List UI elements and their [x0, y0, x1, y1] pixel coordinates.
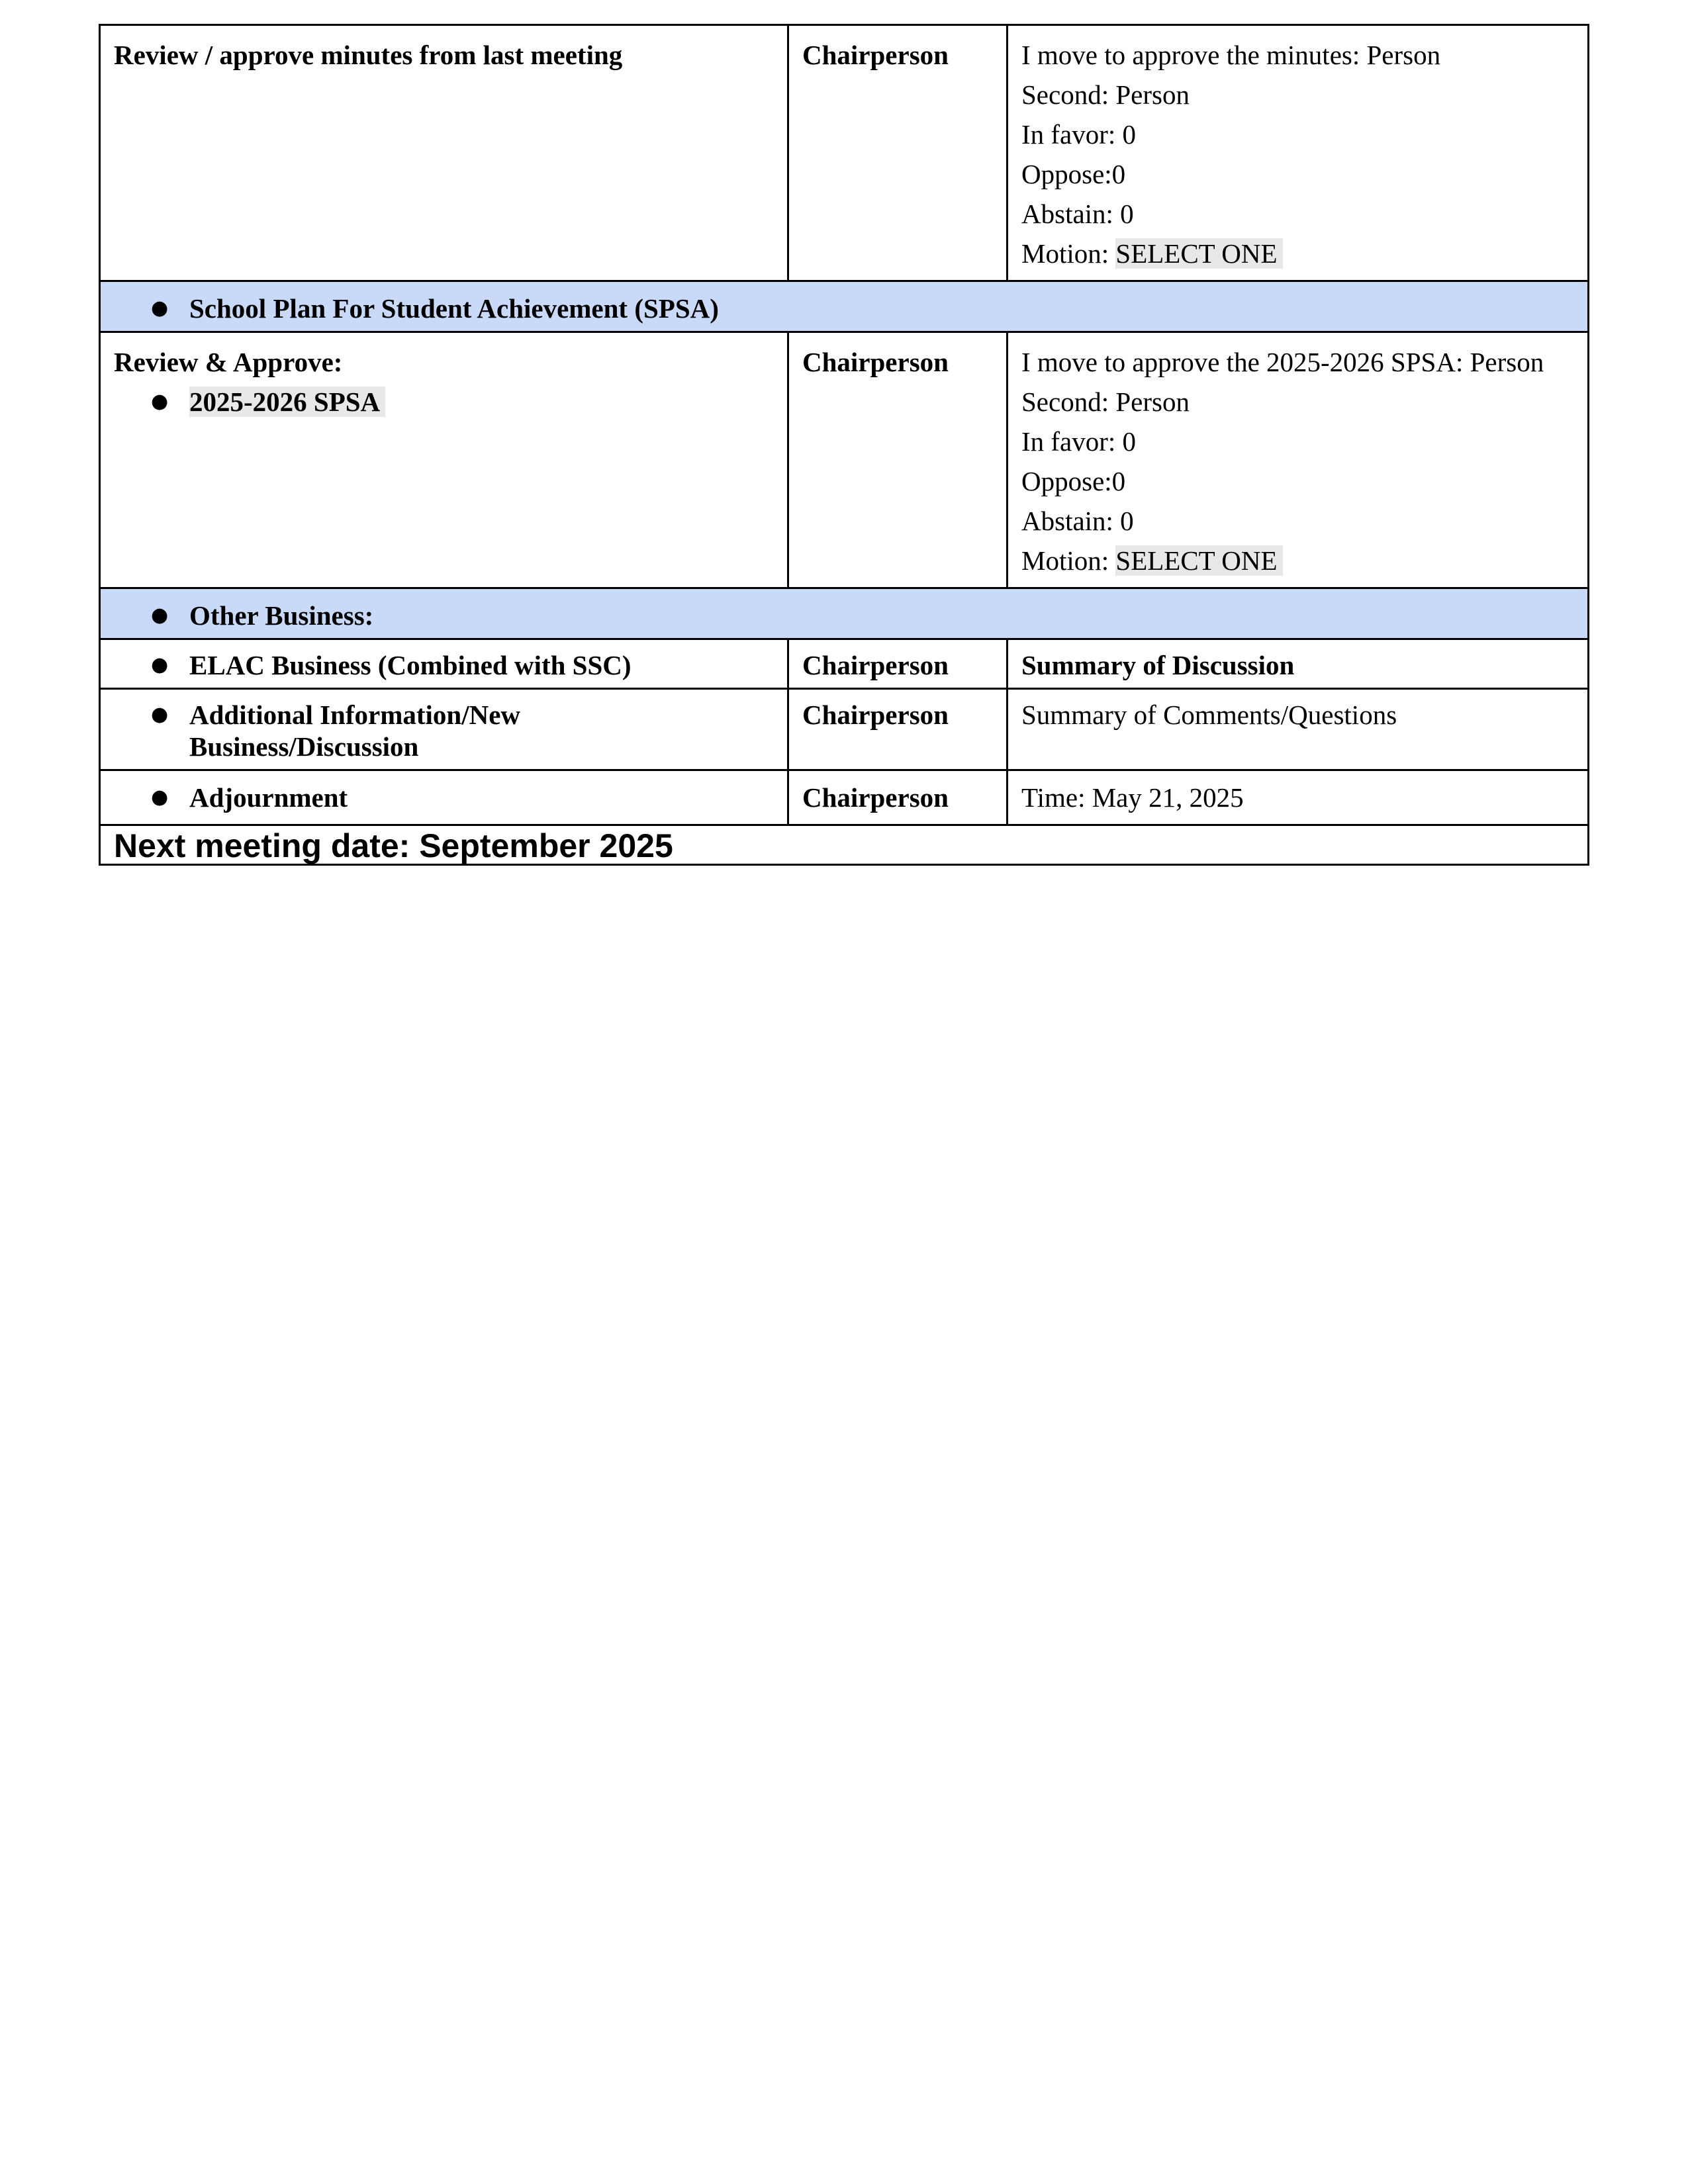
motion-second[interactable]: Second: Person	[1021, 387, 1190, 417]
notes-cell	[1008, 25, 1589, 281]
section-row-other-business	[100, 588, 1589, 639]
motion-statement[interactable]: I move to approve the 2025-2026 SPSA: Person	[1021, 347, 1544, 377]
vote-in-favor[interactable]: In favor: 0	[1021, 426, 1137, 457]
agenda-row-adjournment	[100, 770, 1589, 825]
presenter-name: Chairperson	[802, 782, 949, 813]
presenter-name: Chairperson	[802, 650, 949, 680]
presenter-cell	[788, 25, 1008, 281]
bullet-icon: ●	[151, 604, 169, 627]
section-heading	[114, 289, 1574, 328]
vote-abstain[interactable]: Abstain: 0	[1021, 199, 1134, 229]
presenter-cell	[788, 639, 1008, 689]
agenda-sub-item	[114, 382, 774, 422]
agenda-item-cell	[100, 639, 788, 689]
agenda-item-title	[189, 695, 774, 762]
section-row-spsa	[100, 281, 1589, 332]
notes-cell	[1008, 770, 1589, 825]
agenda-item-title: Review & Approve:	[114, 347, 343, 377]
section-cell	[100, 281, 1589, 332]
vote-abstain[interactable]: Abstain: 0	[1021, 506, 1134, 536]
section-title: Other Business:	[189, 600, 374, 631]
bullet-icon: ●	[151, 786, 169, 809]
motion-result-line	[1021, 234, 1574, 273]
agenda-item-cell	[100, 25, 788, 281]
spsa-document-link[interactable]: 2025-2026 SPSA	[189, 387, 385, 417]
presenter-cell	[788, 332, 1008, 588]
vote-in-favor[interactable]: In favor: 0	[1021, 119, 1137, 150]
agenda-item-cell	[100, 332, 788, 588]
motion-statement[interactable]: I move to approve the minutes: Person	[1021, 40, 1441, 70]
agenda-row-approve-spsa	[100, 332, 1589, 588]
comments-summary[interactable]: Summary of Comments/Questions	[1021, 700, 1397, 730]
notes-cell	[1008, 332, 1589, 588]
motion-result-line	[1021, 541, 1574, 580]
bullet-icon: ●	[151, 653, 169, 676]
next-meeting-cell	[100, 825, 1589, 865]
presenter-cell	[788, 770, 1008, 825]
agenda-item-title-line2: Business/Discussion	[189, 731, 419, 762]
motion-second[interactable]: Second: Person	[1021, 79, 1190, 110]
agenda-item-title: ELAC Business (Combined with SSC)	[189, 650, 632, 680]
motion-result-dropdown[interactable]: SELECT ONE	[1115, 238, 1282, 269]
agenda-row-approve-minutes	[100, 25, 1589, 281]
section-heading	[114, 596, 1574, 635]
presenter-name: Chairperson	[802, 700, 949, 730]
next-meeting-row	[100, 825, 1589, 865]
bullet-icon: ●	[151, 296, 169, 320]
agenda-item-bulleted	[114, 695, 774, 762]
presenter-name: Chairperson	[802, 347, 949, 377]
discussion-summary[interactable]: Summary of Discussion	[1021, 650, 1295, 680]
motion-result-label: Motion:	[1021, 545, 1116, 576]
agenda-row-additional-info	[100, 689, 1589, 770]
agenda-item-bulleted	[114, 645, 774, 685]
agenda-item-title: Review / approve minutes from last meeting	[114, 40, 623, 70]
notes-cell	[1008, 639, 1589, 689]
motion-result-label: Motion:	[1021, 238, 1116, 269]
agenda-item-cell	[100, 770, 788, 825]
presenter-name: Chairperson	[802, 40, 949, 70]
agenda-row-elac-business	[100, 639, 1589, 689]
motion-result-dropdown[interactable]: SELECT ONE	[1115, 545, 1282, 576]
section-title: School Plan For Student Achievement (SPSA)	[189, 293, 719, 324]
vote-oppose[interactable]: Oppose:0	[1021, 466, 1126, 496]
agenda-item-cell	[100, 689, 788, 770]
section-cell	[100, 588, 1589, 639]
agenda-item-title-line1: Additional Information/New	[189, 700, 521, 730]
vote-oppose[interactable]: Oppose:0	[1021, 159, 1126, 189]
next-meeting-date: Next meeting date: September 2025	[114, 827, 673, 864]
agenda-item-bulleted	[114, 778, 774, 817]
presenter-cell	[788, 689, 1008, 770]
adjournment-time[interactable]: Time: May 21, 2025	[1021, 782, 1244, 813]
bullet-icon: ●	[151, 390, 169, 413]
agenda-table	[99, 24, 1589, 866]
notes-cell	[1008, 689, 1589, 770]
agenda-item-title: Adjournment	[189, 782, 348, 813]
bullet-icon: ●	[151, 703, 169, 726]
